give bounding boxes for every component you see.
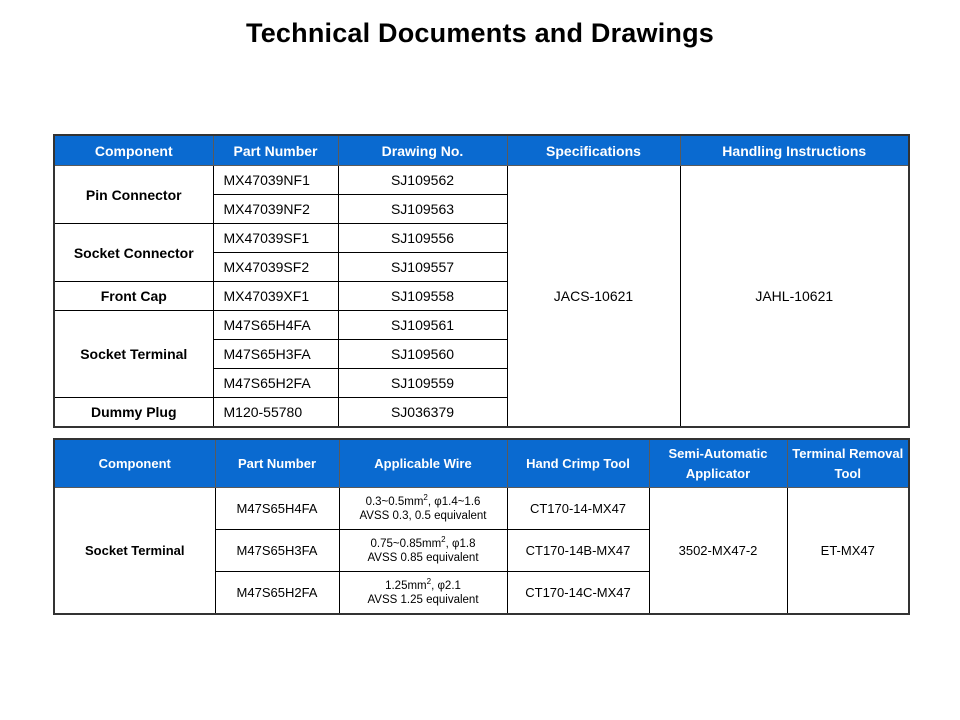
header-component: Component [54,439,215,488]
component-cell: Front Cap [54,282,213,311]
table-row [54,166,909,195]
applicable-wire-cell [339,530,507,572]
header-semi-automatic-applicator: Semi-Automatic Applicator [649,439,787,488]
header-part-number: Part Number [213,135,338,166]
header-specifications: Specifications [507,135,680,166]
hand-crimp-tool-cell: CT170-14C-MX47 [507,572,649,615]
header-part-number: Part Number [215,439,339,488]
tooling-table [53,438,910,615]
component-cell: Pin Connector [54,166,213,224]
header-drawing-no: Drawing No. [338,135,507,166]
applicator-cell: 3502-MX47-2 [649,488,787,615]
tooling-header-row [54,439,909,488]
part-number-cell: MX47039NF2 [213,195,338,224]
wire-size-exponent: 2 [441,534,446,544]
part-number-cell: M47S65H4FA [215,488,339,530]
wire-equivalent: AVSS 0.85 equivalent [367,551,479,564]
drawing-no-cell: SJ109559 [338,369,507,398]
part-number-cell: M47S65H4FA [213,311,338,340]
part-number-cell: M120-55780 [213,398,338,428]
drawing-no-cell: SJ036379 [338,398,507,428]
part-number-cell: M47S65H3FA [213,340,338,369]
wire-size: 0.3~0.5mm [365,495,424,508]
wire-diameter: , φ1.4~1.6 [427,495,481,508]
wire-size-exponent: 2 [423,492,428,502]
drawing-no-cell: SJ109557 [338,253,507,282]
drawings-table [53,134,910,428]
wire-size: 1.25mm [385,579,427,592]
component-cell: Dummy Plug [54,398,213,428]
component-cell: Socket Terminal [54,311,213,398]
component-cell: Socket Connector [54,224,213,282]
removal-tool-cell: ET-MX47 [787,488,909,615]
handling-instructions-cell: JAHL-10621 [680,166,909,428]
drawing-no-cell: SJ109563 [338,195,507,224]
drawing-no-cell: SJ109558 [338,282,507,311]
header-applicable-wire: Applicable Wire [339,439,507,488]
part-number-cell: MX47039SF2 [213,253,338,282]
part-number-cell: M47S65H2FA [215,572,339,615]
header-terminal-removal-tool: Terminal Removal Tool [787,439,909,488]
drawing-no-cell: SJ109556 [338,224,507,253]
wire-diameter: , φ2.1 [431,579,461,592]
part-number-cell: MX47039XF1 [213,282,338,311]
specifications-cell: JACS-10621 [507,166,680,428]
header-component: Component [54,135,213,166]
wire-equivalent: AVSS 1.25 equivalent [367,593,479,606]
drawing-no-cell: SJ109560 [338,340,507,369]
wire-size: 0.75~0.85mm [370,537,442,550]
applicable-wire-cell [339,572,507,615]
part-number-cell: M47S65H3FA [215,530,339,572]
wire-equivalent: AVSS 0.3, 0.5 equivalent [359,509,487,522]
header-hand-crimp-tool: Hand Crimp Tool [507,439,649,488]
drawings-header-row [54,135,909,166]
part-number-cell: M47S65H2FA [213,369,338,398]
hand-crimp-tool-cell: CT170-14-MX47 [507,488,649,530]
page-title: Technical Documents and Drawings [246,18,714,48]
drawing-no-cell: SJ109562 [338,166,507,195]
part-number-cell: MX47039SF1 [213,224,338,253]
component-cell: Socket Terminal [54,488,215,615]
wire-diameter: , φ1.8 [445,537,476,550]
table-row [54,488,909,530]
hand-crimp-tool-cell: CT170-14B-MX47 [507,530,649,572]
wire-size-exponent: 2 [426,576,432,586]
header-handling-instructions: Handling Instructions [680,135,909,166]
drawing-no-cell: SJ109561 [338,311,507,340]
applicable-wire-cell [339,488,507,530]
part-number-cell: MX47039NF1 [213,166,338,195]
